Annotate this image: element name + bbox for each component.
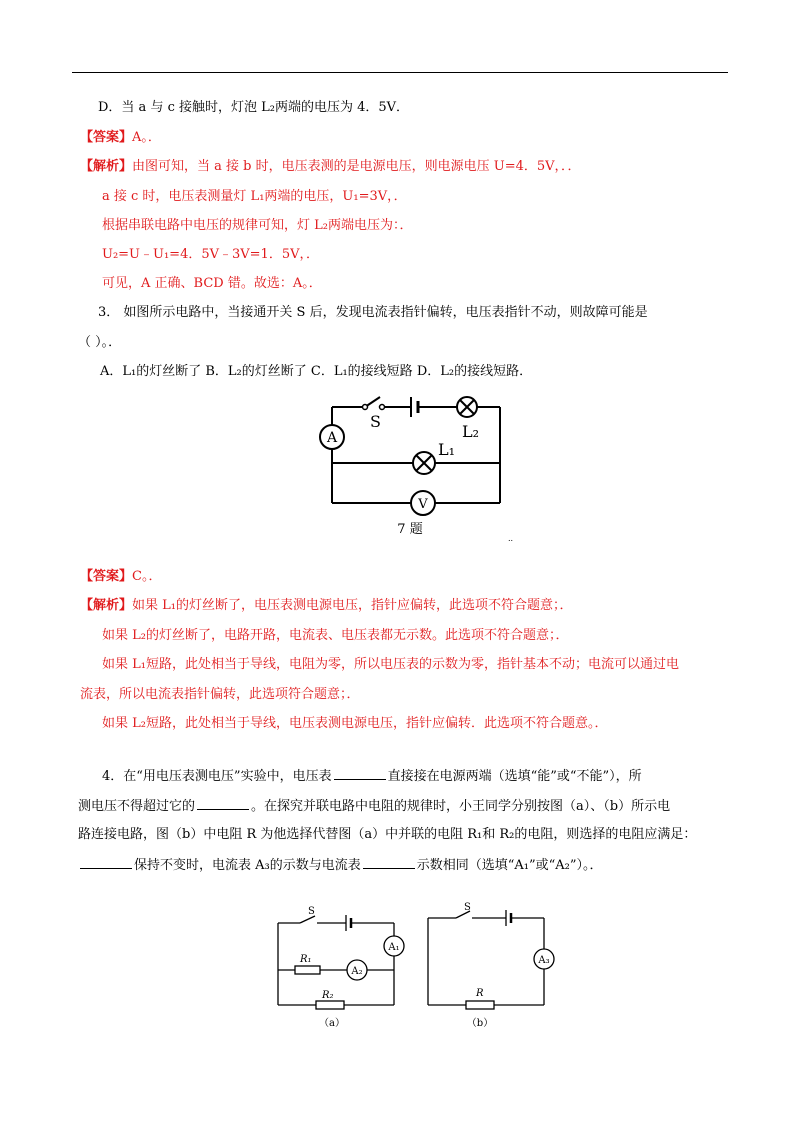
analysis-tag: 【解析】 — [80, 159, 133, 174]
q4-circuit-figure-a — [270, 900, 410, 1035]
q4-text: 示数相同（选填“A₁”或“A₂”）。． — [416, 858, 603, 873]
q3-analysis-2: 如果 L₂的灯丝断了，电路开路，电流表、电压表都无示数。此选项不符合题意；． — [102, 628, 569, 643]
analysis-text: 由图可知，当 a 接 b 时，电压表测的是电源电压，则电源电压 U=4．5V，．． — [132, 159, 581, 174]
q3-answer — [80, 568, 161, 586]
answer-tag: 【答案】 — [80, 130, 133, 145]
switch-label: S — [308, 906, 315, 917]
q3-analysis-3: 如果 L₁短路，此处相当于导线，电阻为零，所以电压表的示数为零，指针基本不动；电流可以通过电 — [102, 657, 679, 672]
q4-text: 4．在“用电压表测电压”实验中，电压表 — [102, 769, 332, 784]
lamp1-label: L₁ — [438, 440, 456, 459]
q4-text: 直接接在电源两端（选填“能”或“不能”），所 — [387, 769, 642, 784]
r2-label: R₂ — [322, 990, 334, 1001]
ammeter-a2-label: A₂ — [351, 966, 363, 977]
voltmeter-label: V — [418, 497, 428, 512]
switch-label: S — [464, 902, 471, 913]
figure-caption: （a） — [319, 1018, 345, 1029]
answer-tag: 【答案】 — [80, 569, 133, 584]
blank-1[interactable] — [334, 767, 386, 780]
lamp2-label: L₂ — [462, 422, 480, 441]
analysis-tag: 【解析】 — [80, 598, 133, 613]
figure-mark: .. — [508, 534, 514, 543]
q4-circuit-figure-b — [420, 900, 560, 1035]
q3-analysis-1 — [80, 597, 573, 615]
q4-line-1 — [102, 767, 642, 786]
q2-analysis-1 — [80, 158, 581, 176]
blank-4[interactable] — [363, 856, 415, 869]
q4-text: 保持不变时，电流表 A₃的示数与电流表 — [134, 858, 361, 873]
q3-analysis-5: 如果 L₂短路，此处相当于导线，电压表测电源电压，指针应偏转．此选项不符合题意。． — [102, 716, 608, 731]
ammeter-label: A — [326, 430, 338, 446]
q3-analysis-4: 流表，所以电流表指针偏转，此选项符合题意；． — [80, 687, 360, 702]
q2-answer — [80, 129, 161, 147]
answer-text: A。． — [132, 130, 161, 145]
q3-options: A．L₁的灯丝断了 B．L₂的灯丝断了 C．L₁的接线短路 D．L₂的接线短路． — [100, 364, 533, 379]
q3-circuit-figure — [310, 385, 520, 545]
figure-caption: （b） — [466, 1018, 494, 1029]
lamp-l1-symbol — [413, 452, 435, 474]
ammeter-a1-label: A₁ — [388, 942, 400, 953]
q3-stem-2: （ ）。． — [78, 335, 122, 350]
q4-text: 测电压不得超过它的 — [78, 799, 196, 814]
q4-line-3: 路连接电路，图（b）中电阻 R 为他选择代替图（a）中并联的电阻 R₁和 R₂的电阻，则选择的电阻应满足： — [78, 827, 697, 842]
ammeter-a3-label: A₃ — [538, 955, 550, 966]
lamp-l2-symbol — [457, 397, 477, 417]
q4-line-4 — [78, 856, 603, 875]
q2-analysis-2: a 接 c 时，电压表测量灯 L₁两端的电压，U₁=3V，． — [102, 189, 407, 204]
q2-analysis-5: 可见，A 正确、BCD 错。故选：A。． — [102, 276, 322, 291]
header-rule — [72, 72, 728, 73]
q4-text: 。在探究并联电路中电阻的规律时，小王同学分别按图（a）、（b）所示电 — [251, 799, 671, 814]
r1-label: R₁ — [300, 954, 312, 965]
r-label: R — [476, 988, 484, 999]
q4-line-2 — [78, 797, 670, 816]
figure-caption: 7 题 — [397, 522, 423, 537]
answer-text: C。． — [132, 569, 162, 584]
q2-analysis-3: 根据串联电路中电压的规律可知，灯 L₂两端电压为：． — [102, 218, 413, 233]
blank-3[interactable] — [80, 856, 132, 869]
q2-option-d: D．当 a 与 c 接触时，灯泡 L₂两端的电压为 4．5V． — [98, 100, 410, 115]
blank-2[interactable] — [197, 797, 249, 810]
q2-analysis-4: U₂=U﹣U₁=4．5V﹣3V=1．5V，． — [102, 247, 319, 262]
q3-stem-1: 3． 如图所示电路中，当接通开关 S 后，发现电流表指针偏转，电压表指针不动，则故障可能是 — [98, 305, 648, 320]
switch-label: S — [370, 412, 381, 431]
analysis-text: 如果 L₁的灯丝断了，电压表测电源电压，指针应偏转，此选项不符合题意；． — [132, 598, 573, 613]
